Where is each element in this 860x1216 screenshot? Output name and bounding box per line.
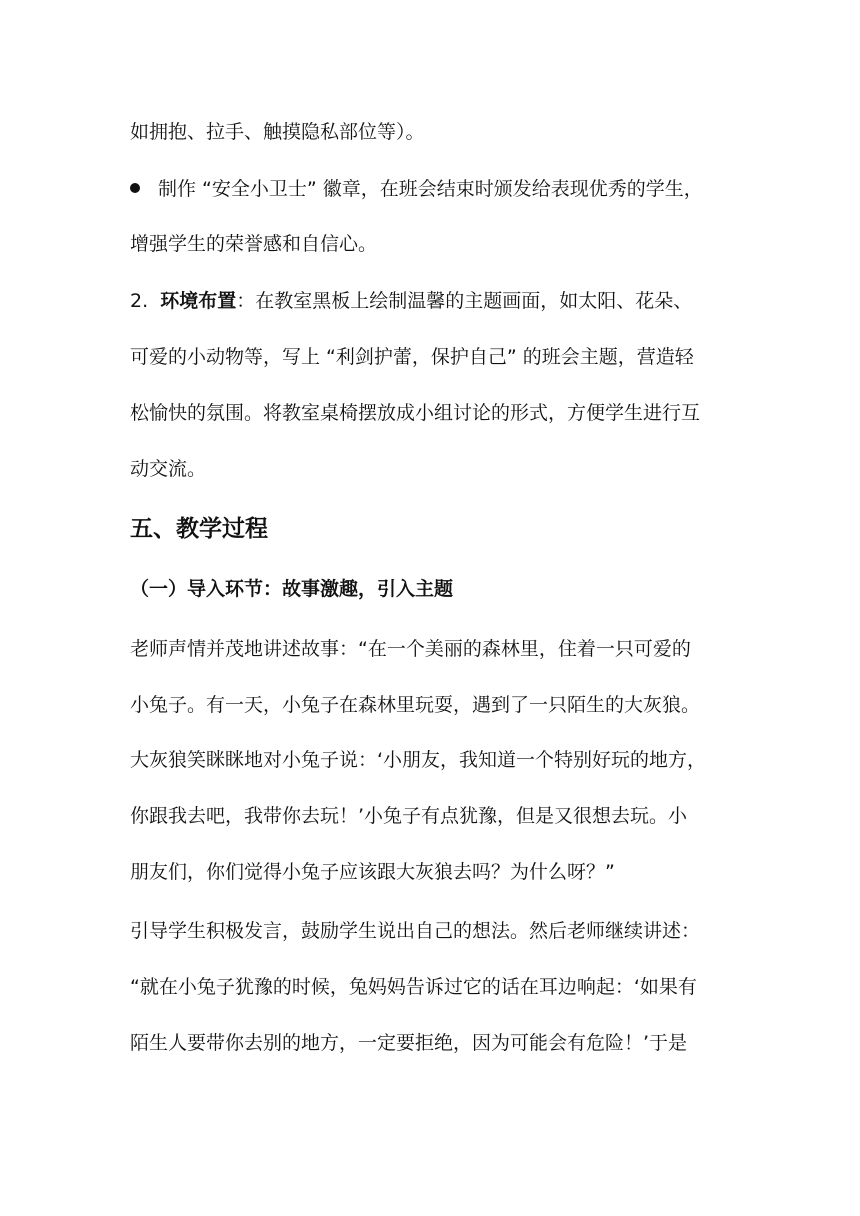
paragraph-line: 大灰狼笑眯眯地对小兔子说：‘小朋友，我知道一个特别好玩的地方， [130, 749, 707, 771]
paragraph-line: 松愉快的氛围。将教室桌椅摆放成小组讨论的形式，方便学生进行互 [130, 402, 701, 424]
bullet-text: 制作 “安全小卫士” 徽章，在班会结束时颁发给表现优秀的学生， [158, 178, 703, 200]
section-heading: 五、教学过程 [130, 516, 268, 542]
bullet-icon [130, 183, 140, 193]
paragraph-line: 动交流。 [130, 458, 207, 480]
paragraph-line: 可爱的小动物等，写上 “利剑护蕾，保护自己” 的班会主题，营造轻 [130, 346, 694, 368]
paragraph-line: 老师声情并茂地讲述故事：“在一个美丽的森林里，住着一只可爱的 [130, 638, 691, 660]
paragraph-line: 引导学生积极发言，鼓励学生说出自己的想法。然后老师继续讲述： [130, 920, 701, 942]
paragraph-line: 朋友们，你们觉得小兔子应该跟大灰狼去吗？为什么呀？” [130, 861, 615, 883]
bullet-item-continuation: 增强学生的荣誉感和自信心。 [130, 233, 378, 255]
paragraph-line: 如拥抱、拉手、触摸隐私部位等）。 [130, 121, 425, 143]
item-text: ：在教室黑板上绘制温馨的主题画面，如太阳、花朵、 [236, 290, 693, 312]
bullet-item [130, 175, 734, 203]
paragraph-line: 你跟我去吧，我带你去玩！’小兔子有点犹豫，但是又很想去玩。小 [130, 805, 688, 827]
paragraph-line: “就在小兔子犹豫的时候，兔妈妈告诉过它的话在耳边响起：‘如果有 [130, 976, 697, 998]
sub-heading: （一）导入环节：故事激趣，引入主题 [130, 578, 454, 600]
environment-item [130, 287, 734, 315]
item-title: 环境布置 [160, 290, 237, 312]
paragraph-line: 小兔子。有一天，小兔子在森林里玩耍，遇到了一只陌生的大灰狼。 [130, 694, 701, 716]
item-number: 2. [130, 290, 149, 312]
document-page [130, 0, 734, 1216]
paragraph-line: 陌生人要带你去别的地方，一定要拒绝，因为可能会有危险！’于是 [130, 1032, 688, 1054]
